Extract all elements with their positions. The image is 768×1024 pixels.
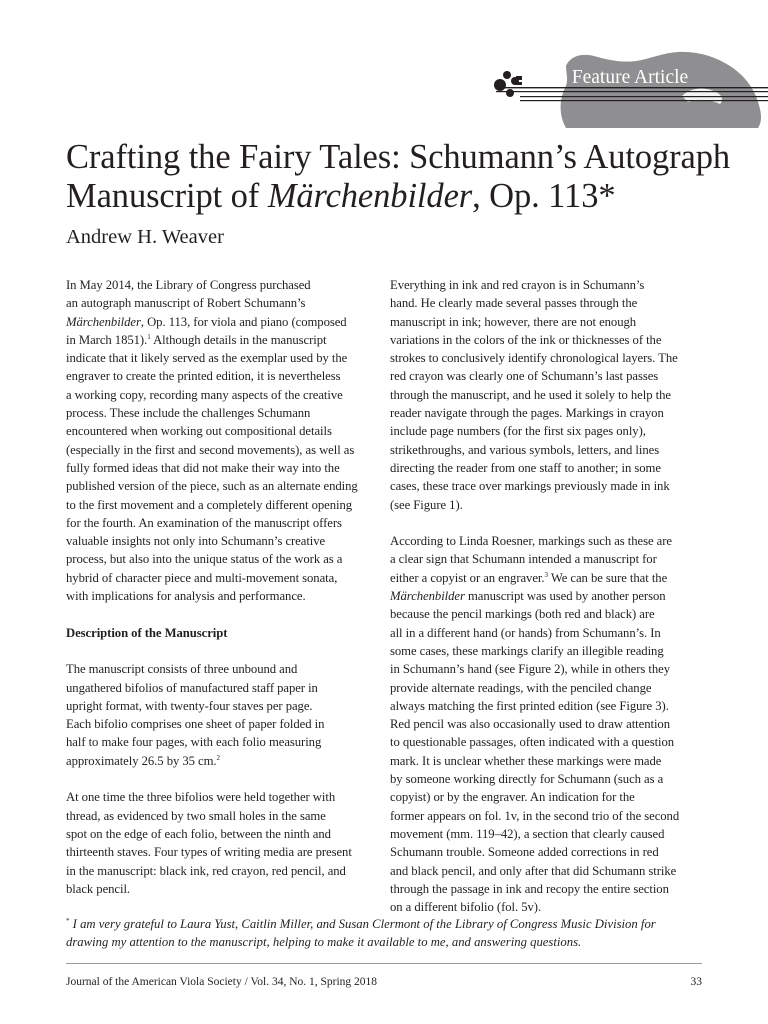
text-line: in Schumann’s hand (see Figure 2), while in others they: [390, 662, 670, 677]
text-line: copyist) or by the engraver. An indication for the: [390, 790, 635, 805]
text-line: Each bifolio comprises one sheet of paper folded in: [66, 717, 325, 732]
text-line: encountered when working out compositional details: [66, 424, 332, 439]
text-line: a clear sign that Schumann intended a manuscript for: [390, 552, 657, 567]
title-line: [66, 177, 746, 216]
paragraph: [66, 660, 366, 770]
title-text: , Op. 113*: [472, 177, 616, 215]
text-line: [66, 752, 366, 770]
author-name: Andrew H. Weaver: [66, 226, 224, 248]
text-line: in the manuscript: black ink, red crayon, red pencil, and: [66, 863, 346, 878]
text-line: by someone working directly for Schumann (such as a: [390, 772, 664, 787]
text-line: ungathered bifolios of manufactured staff paper in: [66, 680, 318, 695]
text-line: through the passage in ink and recopy the entire section: [390, 881, 669, 896]
text-line: [66, 313, 366, 331]
footnote: [66, 915, 736, 952]
text-line: a working copy, recording many aspects of the creative: [66, 387, 343, 402]
text-segment: , Op. 113, for viola and piano (composed: [140, 314, 347, 329]
text-line: because the pencil markings (both red and black) are: [390, 607, 655, 622]
text-line: thirteenth staves. Four types of writing media are present: [66, 845, 352, 860]
title-text: Manuscript of: [66, 177, 268, 215]
text-line: The manuscript consists of three unbound and: [66, 662, 298, 677]
text-line: former appears on fol. 1v, in the second trio of the second: [390, 808, 680, 823]
text-line: strokes to conclusively identify chronological layers. The: [390, 351, 678, 366]
footnote-ref[interactable]: 3: [544, 570, 548, 579]
work-title: Märchenbilder: [66, 314, 141, 329]
text-line: Red pencil was also occasionally used to draw attention: [390, 717, 670, 732]
text-line: on a different bifolio (fol. 5v).: [390, 900, 542, 915]
work-title: Märchenbilder: [267, 177, 473, 215]
text-line: fully formed ideas that did not make their way into the: [66, 460, 340, 475]
footer-divider: [66, 963, 702, 964]
text-line: valuable insights not only into Schumann’s creative: [66, 534, 326, 549]
page-number: 33: [690, 976, 702, 988]
text-line: upright format, with twenty-four staves per page.: [66, 698, 313, 713]
text-line: thread, as evidenced by two small holes in the same: [66, 808, 326, 823]
text-segment: in March 1851).: [66, 332, 148, 347]
text-line: process, but also into the unique status of the work as a: [66, 552, 343, 567]
text-line: published version of the piece, such as an alternate ending: [66, 479, 358, 494]
text-line: In May 2014, the Library of Congress purchased: [66, 278, 311, 292]
text-line: provide alternate readings, with the penciled change: [390, 680, 652, 695]
text-line: an autograph manuscript of Robert Schumann’s: [66, 296, 306, 311]
text-line: (especially in the first and second movements), as well as: [66, 442, 355, 457]
footnote-line: drawing my attention to the manuscript, helping to make it available to me, and answering questions.: [66, 935, 582, 950]
right-column: [390, 276, 702, 935]
text-segment: approximately 26.5 by 35 cm.: [66, 753, 217, 768]
text-line: engraver to create the printed edition, it is nevertheless: [66, 369, 341, 384]
paragraph: [66, 788, 366, 898]
text-segment: Although details in the manuscript: [150, 332, 327, 347]
text-line: and black pencil, and only after that did Schumann strike: [390, 863, 677, 878]
text-line: directing the reader from one staff to another; in some: [390, 460, 661, 475]
footnote-ref[interactable]: 2: [216, 753, 220, 762]
text-line: At one time the three bifolios were held together with: [66, 790, 336, 805]
left-column: [66, 276, 366, 916]
text-line: mark. It is unclear whether these markings were made: [390, 753, 662, 768]
text-line: cases, these trace over markings previously made in ink: [390, 479, 670, 494]
text-segment: either a copyist or an engraver.: [390, 570, 545, 585]
text-line: (see Figure 1).: [390, 497, 463, 512]
text-line: all in a different hand (or hands) from Schumann’s. In: [390, 625, 661, 640]
text-line: always matching the first printed edition (see Figure 3).: [390, 698, 669, 713]
section-tag: Feature Article: [571, 67, 689, 88]
paragraph: [390, 532, 702, 916]
text-line: for the fourth. An examination of the manuscript offers: [66, 515, 342, 530]
text-line: strikethroughs, and various symbols, letters, and lines: [390, 442, 660, 457]
text-line: indicate that it likely served as the exemplar used by the: [66, 351, 348, 366]
text-line: half to make four pages, with each folio measuring: [66, 735, 322, 750]
text-line: red crayon was clearly one of Schumann’s last passes: [390, 369, 659, 384]
text-line: black pencil.: [66, 881, 131, 896]
footnote-ref[interactable]: 1: [147, 332, 151, 341]
journal-citation: Journal of the American Viola Society / Vol. 34, No. 1, Spring 2018: [66, 976, 378, 988]
text-line: spot on the edge of each folio, between the ninth and: [66, 826, 331, 841]
paragraph: [390, 276, 702, 514]
text-line: Schumann trouble. Someone added corrections in red: [390, 845, 659, 860]
footnote-marker: *: [66, 916, 70, 925]
text-line: hand. He clearly made several passes through the: [390, 296, 638, 311]
footnote-line: [66, 915, 736, 933]
text-line: with implications for analysis and performance.: [66, 589, 306, 604]
title-line: Crafting the Fairy Tales: Schumann’s Autograph: [66, 138, 731, 176]
text-line: [66, 331, 366, 349]
text-line: reader navigate through the pages. Markings in crayon: [390, 406, 664, 421]
article-title: [66, 138, 746, 216]
text-line: [390, 569, 702, 587]
text-segment: manuscript was used by another person: [464, 589, 666, 604]
text-line: to the first movement and a completely different opening: [66, 497, 353, 512]
paragraph: [66, 276, 366, 605]
text-line: through the manuscript, and he used it solely to help the: [390, 387, 671, 402]
text-line: Everything in ink and red crayon is in Schumann’s: [390, 278, 645, 292]
work-title: Märchenbilder: [390, 589, 465, 604]
text-line: hybrid of character piece and multi-movement sonata,: [66, 570, 338, 585]
text-line: movement (mm. 119–42), a section that clearly caused: [390, 826, 665, 841]
section-heading: Description of the Manuscript: [66, 625, 228, 640]
text-line: to questionable passages, often indicated with a question: [390, 735, 675, 750]
text-segment: We can be sure that the: [547, 570, 668, 585]
text-line: According to Linda Roesner, markings such as these are: [390, 534, 672, 549]
text-line: include page numbers (for the first six pages only),: [390, 424, 646, 439]
text-line: process. These include the challenges Schumann: [66, 406, 311, 421]
text-line: [390, 587, 702, 605]
text-line: manuscript in ink; however, there are not enough: [390, 314, 637, 329]
text-line: variations in the colors of the ink or thicknesses of the: [390, 332, 662, 347]
text-segment: I am very grateful to Laura Yust, Caitlin Miller, and Susan Clermont of the Library of Congress Music Division for: [69, 917, 656, 931]
text-line: some cases, these markings clarify an illegible reading: [390, 643, 664, 658]
